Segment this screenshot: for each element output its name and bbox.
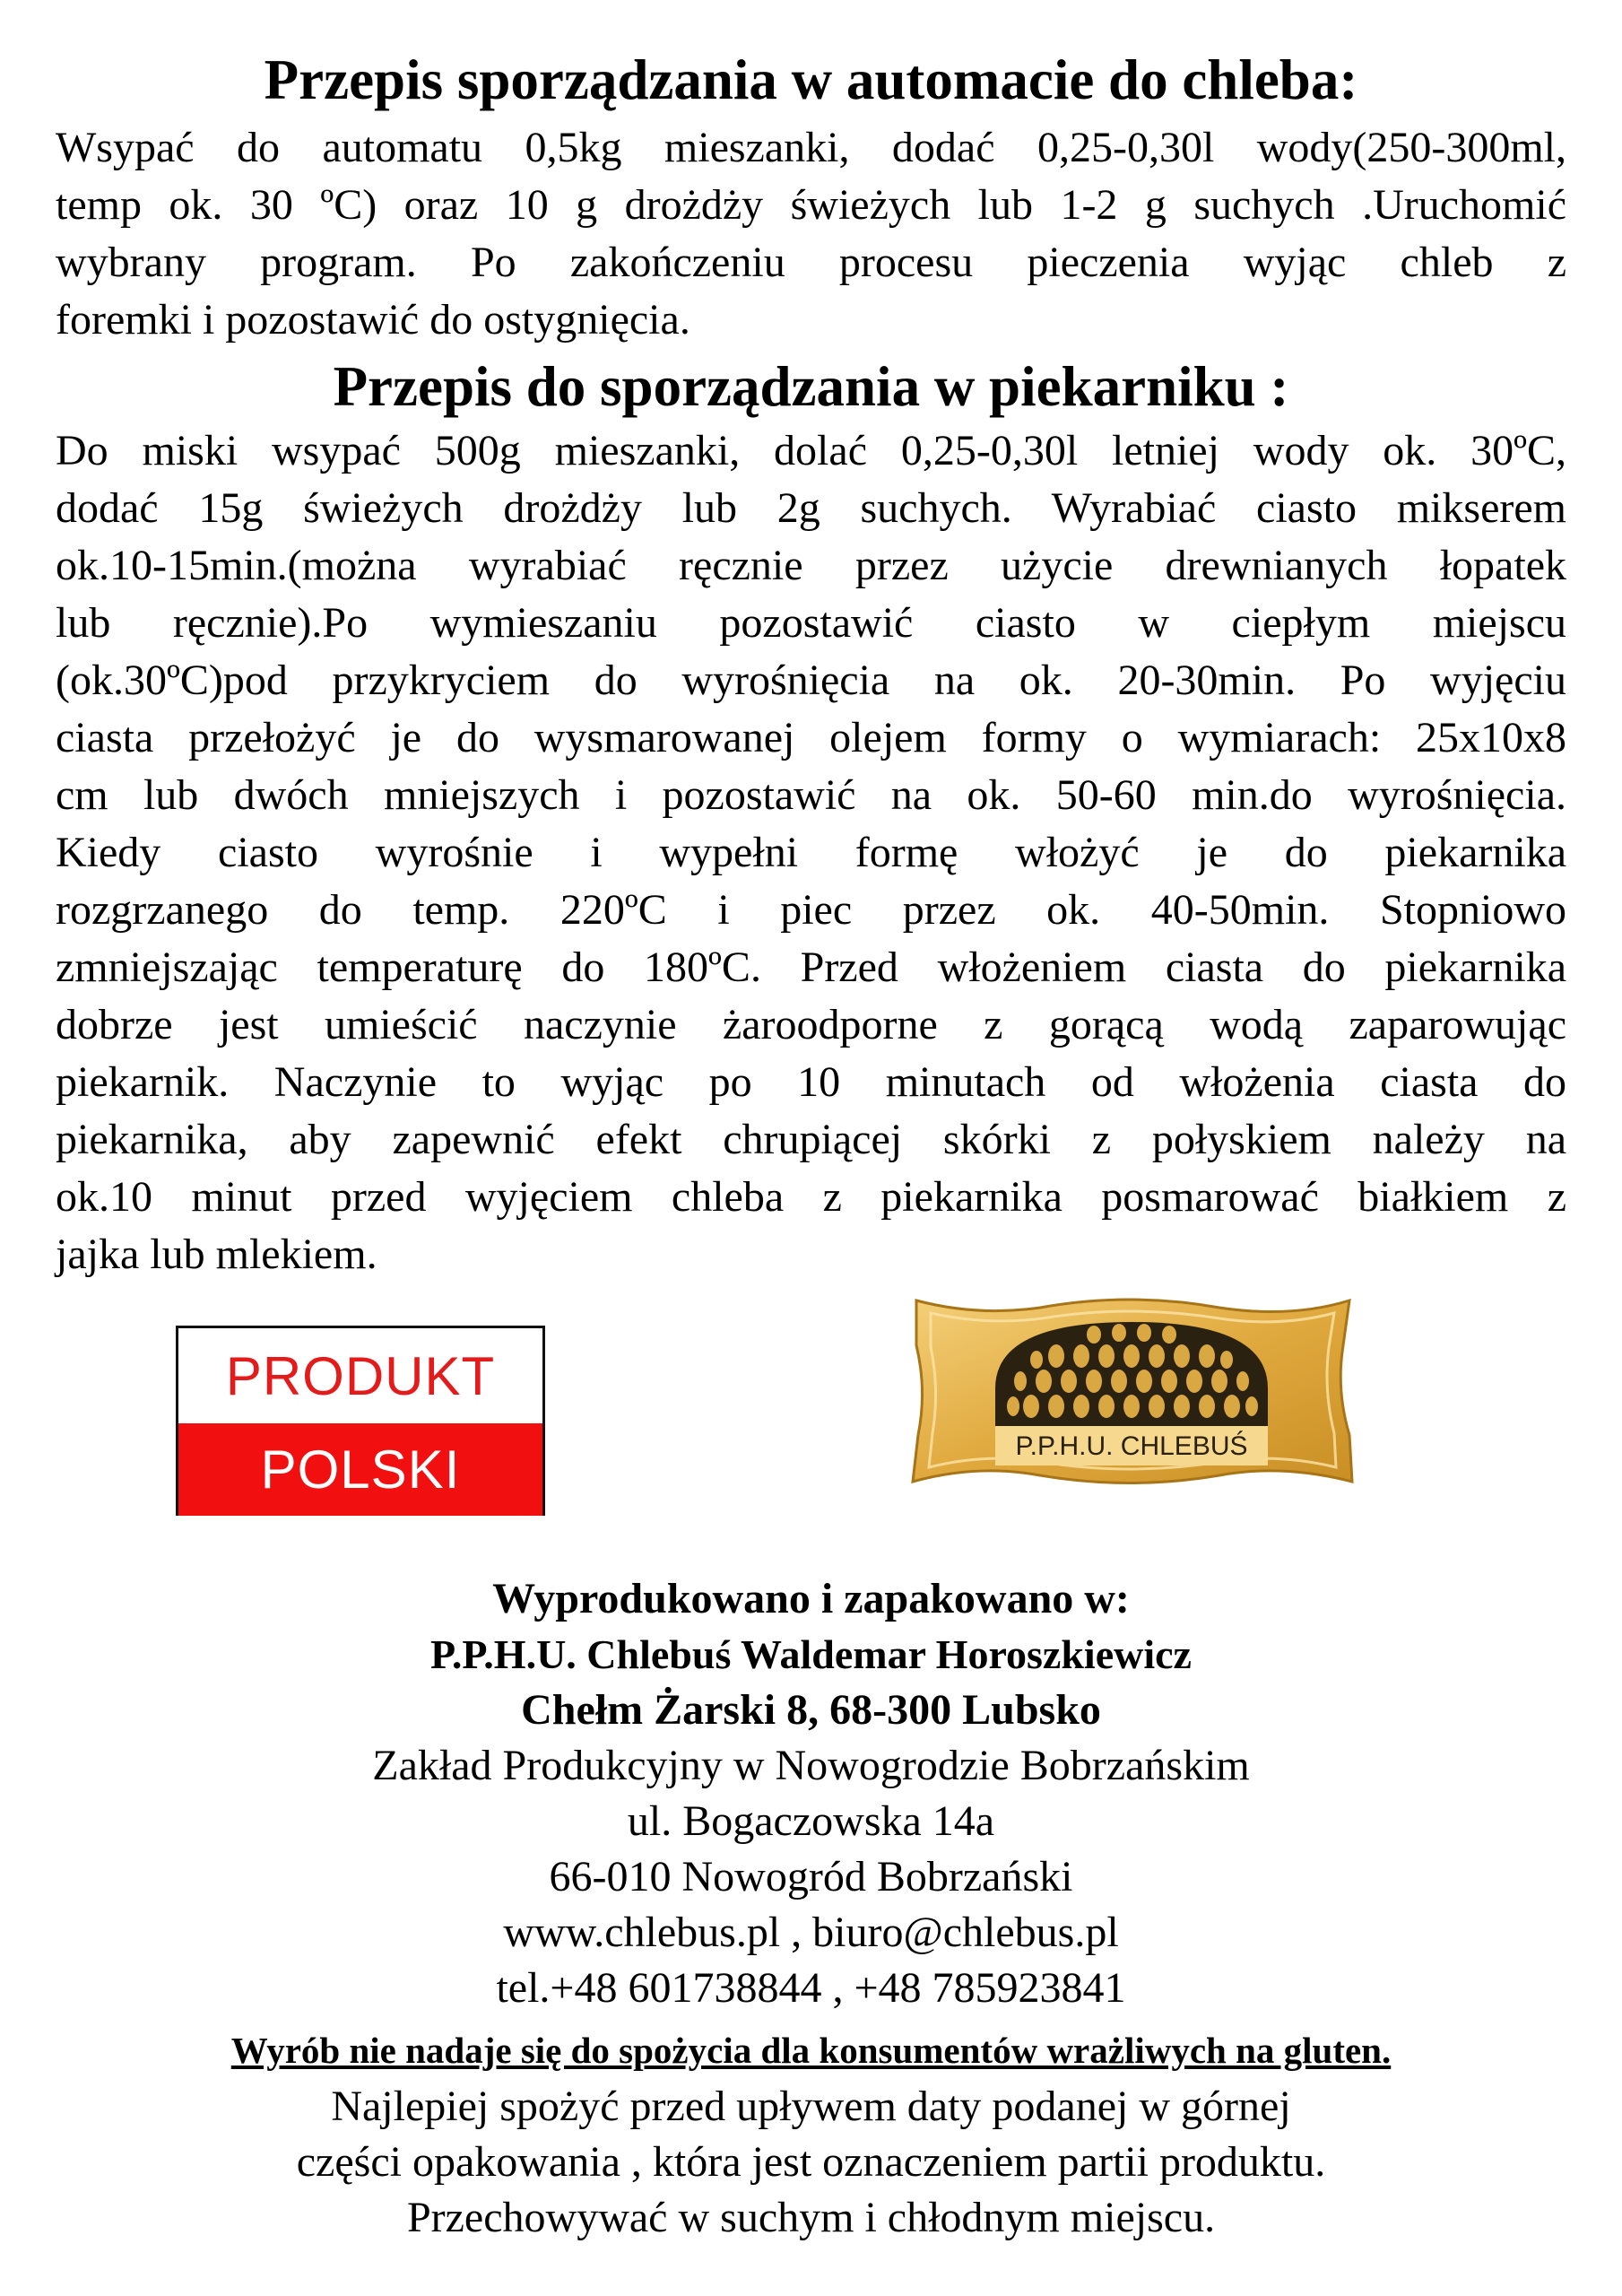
text-line: foremki i pozostawić do ostygnięcia. [56, 296, 690, 344]
text-line: piekarnika, aby zapewnić efekt chrupiącej skórki z połyskiem należy na [56, 1116, 1566, 1163]
manufacturer-block [56, 1571, 1566, 2016]
badge-bottom-text: POLSKI [260, 1439, 461, 1500]
manufacturer-heading: Wyprodukowano i zapakowano w: [492, 1575, 1130, 1622]
oven-recipe-title: Przepis do sporządzania w piekarniku : [333, 355, 1289, 418]
text-line: dobrze jest umieścić naczynie żaroodporne z gorącą wodą zaparowując [56, 1001, 1566, 1048]
produkt-polski-badge [176, 1326, 545, 1516]
text-line: dodać 15g świeżych drożdży lub 2g suchych. Wyrabiać ciasto mikserem [56, 484, 1566, 532]
badge-white-field [178, 1328, 542, 1423]
badge-top-text: PRODUKT [225, 1345, 496, 1406]
text-line: ok.10 minut przed wyjęciem chleba z piekarnika posmarować białkiem z [56, 1173, 1566, 1221]
storage-line: Najlepiej spożyć przed upływem daty podanej w górnej [331, 2083, 1291, 2130]
machine-recipe-text [56, 119, 1566, 349]
manufacturer-plant: Zakład Produkcyjny w Nowogrodzie Bobrzańskim [372, 1742, 1250, 1789]
manufacturer-company: P.P.H.U. Chlebuś Waldemar Horoszkiewicz [430, 1631, 1192, 1677]
storage-line: części opakowania , która jest oznaczeniem partii produktu. [296, 2138, 1326, 2186]
text-line: zmniejszając temperaturę do 180ºC. Przed włożeniem ciasta do piekarnika [56, 944, 1566, 991]
text-line: cm lub dwóch mniejszych i pozostawić na ok. 50-60 min.do wyrośnięcia. [56, 771, 1566, 819]
text-line: Kiedy ciasto wyrośnie i wypełni formę włożyć je do piekarnika [56, 829, 1566, 876]
badge-red-field [178, 1423, 542, 1516]
storage-line: Przechowywać w suchym i chłodnym miejscu. [406, 2194, 1216, 2241]
manufacturer-address: Chełm Żarski 8, 68-300 Lubsko [521, 1686, 1101, 1734]
manufacturer-street: ul. Bogaczowska 14a [627, 1797, 995, 1845]
gluten-warning: Wyrób nie nadaje się do spożycia dla konsumentów wrażliwych na gluten. [230, 2030, 1392, 2071]
text-line: Do miski wsypać 500g mieszanki, dolać 0,25-0,30l letniej wody ok. 30ºC, [56, 427, 1566, 474]
text-line: ok.10-15min.(można wyrabiać ręcznie przez użycie drewnianych łopatek [56, 542, 1566, 589]
text-line: (ok.30ºC)pod przykryciem do wyrośnięcia na ok. 20-30min. Po wyjęciu [56, 657, 1566, 704]
machine-recipe-title: Przepis sporządzania w automacie do chleba: [264, 48, 1358, 111]
manufacturer-city: 66-010 Nowogród Bobrzański [549, 1853, 1073, 1900]
text-line: piekarnik. Naczynie to wyjąc po 10 minutach od włożenia ciasta do [56, 1058, 1566, 1106]
manufacturer-phone: tel.+48 601738844 , +48 785923841 [496, 1964, 1126, 2012]
storage-block [56, 2079, 1566, 2246]
logo-text: P.P.H.U. CHLEBUŚ [1015, 1431, 1248, 1461]
text-line: lub ręcznie).Po wymieszaniu pozostawić ciasto w ciepłym miejscu [56, 599, 1566, 647]
oven-recipe-text [56, 422, 1566, 1283]
text-line: jajka lub mlekiem. [56, 1231, 377, 1278]
chlebus-logo [906, 1292, 1358, 1493]
text-line: ciasta przełożyć je do wysmarowanej olejem formy o wymiarach: 25x10x8 [56, 714, 1566, 761]
text-line: temp ok. 30 ºC) oraz 10 g drożdży świeżych lub 1-2 g suchych .Uruchomić [56, 181, 1566, 229]
text-line: Wsypać do automatu 0,5kg mieszanki, dodać 0,25-0,30l wody(250-300ml, [56, 124, 1566, 171]
manufacturer-web: www.chlebus.pl , biuro@chlebus.pl [503, 1909, 1119, 1956]
chlebus-logo-graphic [906, 1292, 1358, 1493]
text-line: wybrany program. Po zakończeniu procesu pieczenia wyjąc chleb z [56, 239, 1566, 286]
text-line: rozgrzanego do temp. 220ºC i piec przez ok. 40-50min. Stopniowo [56, 886, 1566, 934]
